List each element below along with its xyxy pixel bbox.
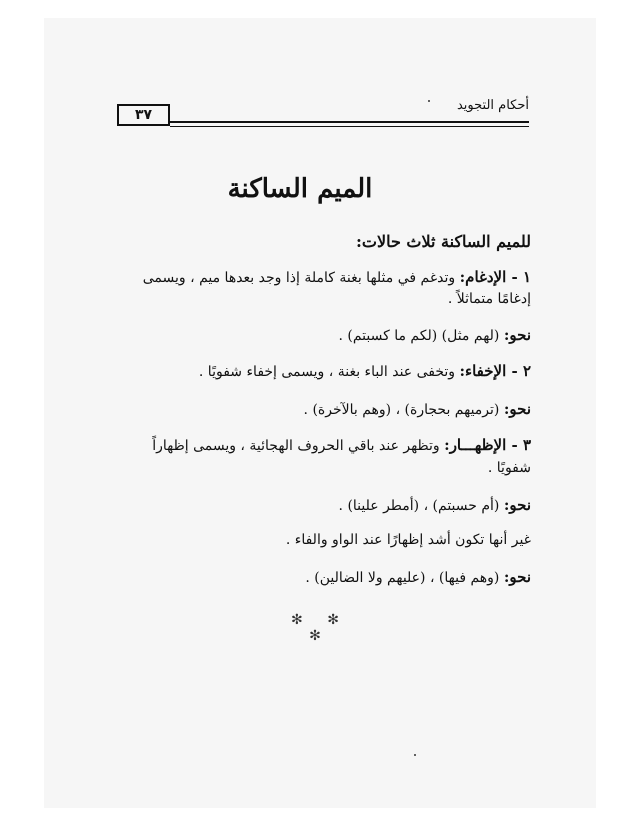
example-label: نحو: — [503, 326, 531, 344]
izhar-text: وتظهر عند باقي الحروف الهجائية ، ويسمى إظهاراً — [152, 438, 440, 454]
header-rule-thin — [170, 126, 529, 127]
idgham-text-cont: إدغامًا متماثلاً . — [447, 291, 531, 307]
izhar-note: غير أنها تكون أشد إظهارًا عند الواو والفاء . — [285, 532, 531, 548]
izhar-label: ٣ - الإظهـــار: — [444, 436, 531, 454]
example-label: نحو: — [503, 400, 531, 418]
izhar-paragraph — [101, 436, 531, 454]
idgham-example — [101, 326, 531, 344]
example-text: (لهم مثل) (لكم ما كسبتم) . — [338, 328, 500, 344]
ikhfa-example — [101, 400, 531, 418]
example-label: نحو: — [503, 568, 531, 586]
izhar-text-cont: شفويًا . — [487, 460, 531, 476]
izhar-example-2 — [101, 568, 531, 586]
ikhfa-text: وتخفى عند الباء بغنة ، ويسمى إخفاء شفويًا . — [198, 364, 456, 380]
idgham-paragraph — [101, 268, 531, 286]
header-rule — [170, 121, 529, 123]
scan-speck — [414, 754, 416, 756]
idgham-label: ١ - الإدغام: — [459, 268, 531, 286]
scan-speck — [428, 100, 430, 102]
chapter-heading: الميم الساكنة — [227, 174, 373, 204]
intro-text: للميم الساكنة ثلاث حالات: — [355, 232, 531, 251]
izhar-example — [101, 496, 531, 514]
idgham-text: وتدغم في مثلها بغنة كاملة إذا وجد بعدها ميم ، ويسمى — [142, 270, 456, 286]
page-number: ٣٧ — [117, 104, 170, 126]
section-separator: ✻ ✻ ✻ — [291, 612, 349, 644]
example-text: (وهم فيها) ، (عليهم ولا الضالين) . — [305, 570, 500, 586]
example-text: (أم حسبتم) ، (أمطر علينا) . — [338, 498, 500, 514]
example-label: نحو: — [503, 496, 531, 514]
ikhfa-paragraph — [101, 362, 531, 380]
ikhfa-label: ٢ - الإخفاء: — [459, 362, 531, 380]
example-text: (ترميهم بحجارة) ، (وهم بالآخرة) . — [303, 402, 500, 418]
book-title: أحكام التجويد — [456, 98, 529, 113]
